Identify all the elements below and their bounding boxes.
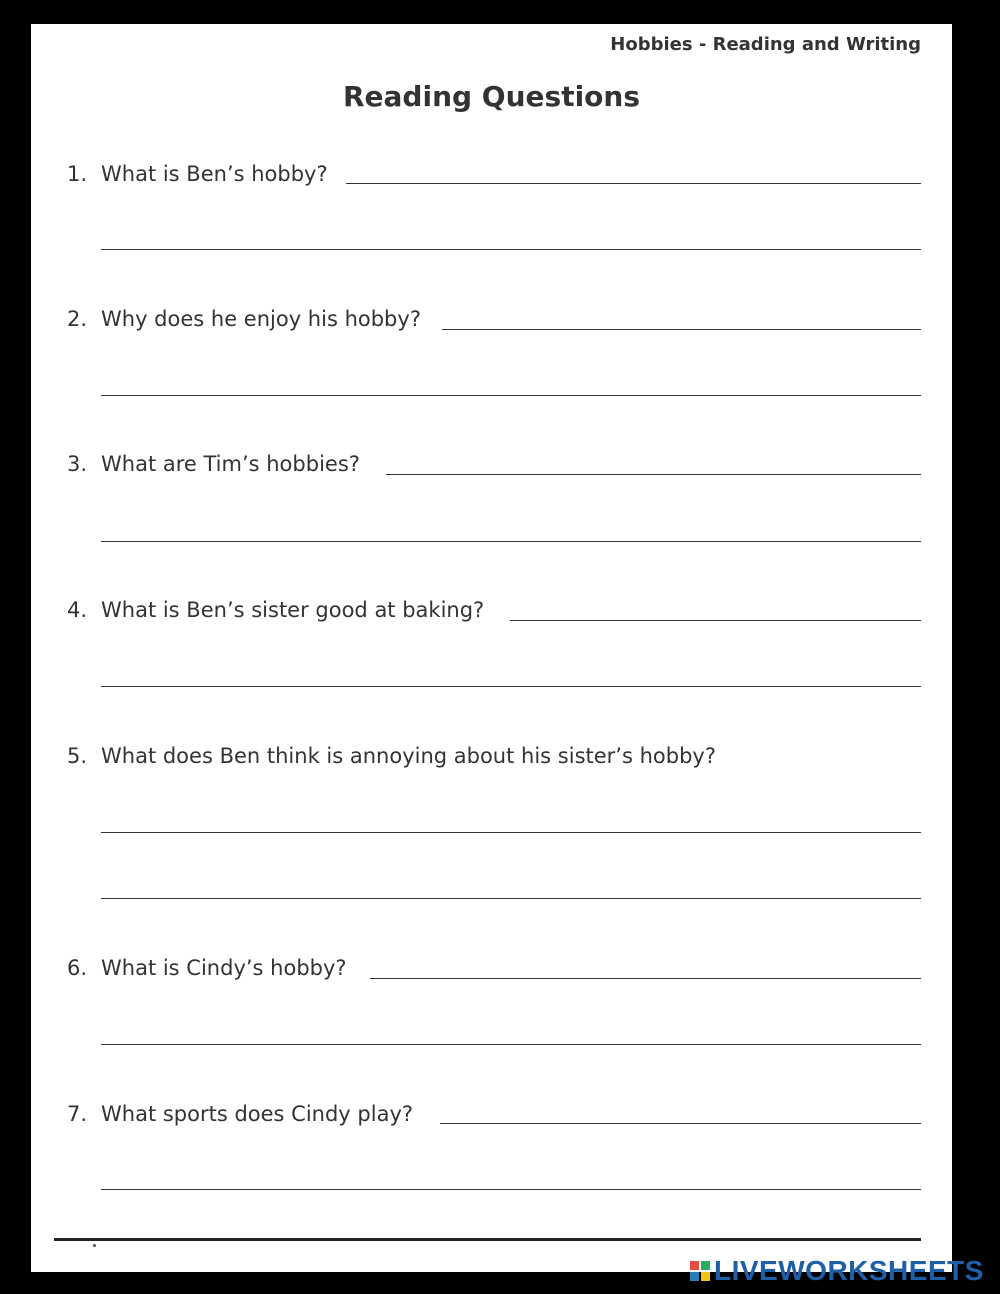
liveworksheets-text: LIVEWORKSHEETS (714, 1255, 984, 1286)
answer-line[interactable] (101, 249, 921, 250)
question-5 (67, 744, 921, 784)
answer-line[interactable] (440, 1123, 921, 1124)
worksheet-page (31, 24, 952, 1272)
answer-line[interactable] (101, 541, 921, 542)
answer-line[interactable] (510, 620, 921, 621)
footer-dot (93, 1244, 96, 1247)
question-text: What sports does Cindy play? (101, 1102, 414, 1126)
answer-line[interactable] (101, 1044, 921, 1045)
question-2 (67, 307, 921, 347)
worksheet-subtitle: Hobbies - Reading and Writing (610, 34, 921, 55)
answer-line[interactable] (101, 395, 921, 396)
answer-line[interactable] (346, 183, 921, 184)
question-4 (67, 598, 921, 638)
liveworksheets-logo-icon (690, 1261, 710, 1281)
question-text: What is Ben’s hobby? (101, 162, 328, 186)
question-number: 6. (67, 956, 88, 980)
question-number: 5. (67, 744, 88, 768)
answer-line[interactable] (101, 898, 921, 899)
question-number: 3. (67, 452, 88, 476)
answer-line[interactable] (370, 978, 921, 979)
question-number: 7. (67, 1102, 88, 1126)
question-text: What is Ben’s sister good at baking? (101, 598, 485, 622)
question-text: What is Cindy’s hobby? (101, 956, 347, 980)
question-text: What are Tim’s hobbies? (101, 452, 360, 476)
answer-line[interactable] (101, 1189, 921, 1190)
question-text: Why does he enjoy his hobby? (101, 307, 421, 331)
answer-line[interactable] (386, 474, 921, 475)
answer-line[interactable] (101, 686, 921, 687)
answer-line[interactable] (442, 329, 921, 330)
question-1 (67, 162, 921, 202)
question-number: 2. (67, 307, 88, 331)
question-text: What does Ben think is annoying about his sister’s hobby? (101, 744, 716, 768)
liveworksheets-watermark (690, 1256, 984, 1286)
question-3 (67, 452, 921, 492)
question-number: 4. (67, 598, 88, 622)
answer-line[interactable] (101, 832, 921, 833)
question-7 (67, 1102, 921, 1142)
page-title: Reading Questions (342, 80, 641, 113)
question-number: 1. (67, 162, 88, 186)
question-6 (67, 956, 921, 996)
footer-rule (54, 1238, 921, 1241)
